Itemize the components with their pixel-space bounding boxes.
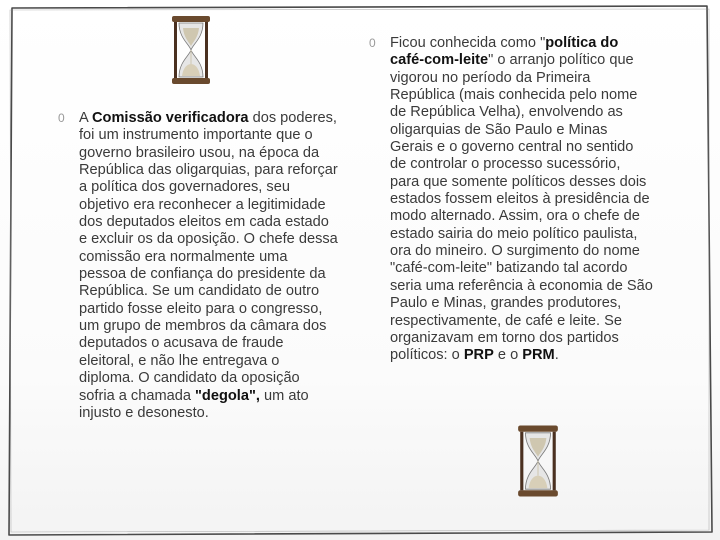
bullet-item — [369, 35, 653, 365]
paragraph-text: " o arranjo político que vigorou no período da Primeira República (mais conhecida pelo nome de República Velha), envolvendo as oligarquias de São Paulo e Minas Gerais e o governo central no sentido de controlar o processo sucessório, para que somente políticos desses dois estados fossem eleitos à presidência de modo alternado. Assim, ora o chefe de estado sairia do meio político paulista, ora do mineiro. O surgimento do nome "café-com-leite" batizando tal acordo seria uma referência à economia de São Paulo e Minas, grandes produtores, respectivamente, de café e leite. Se organizavam em torno dos partidos políticos: o — [390, 52, 653, 364]
left-text-block — [58, 110, 338, 422]
paragraph-text: e o — [493, 347, 523, 364]
hourglass-icon — [515, 423, 561, 499]
bold-term: PRM — [522, 347, 555, 364]
paragraph-text: Ficou conhecida como " — [390, 35, 546, 51]
bullet-marker: 0 — [369, 36, 376, 50]
bold-term: PRP — [463, 347, 494, 364]
comissao-verificadora-paragraph — [79, 110, 338, 422]
hourglass-icon — [169, 14, 213, 86]
bold-term: Comissão verificadora — [91, 110, 249, 126]
cafe-com-leite-paragraph — [390, 35, 653, 365]
right-text-block — [369, 35, 653, 365]
paragraph-text: dos poderes, foi um instrumento importante que o governo brasileiro usou, na época da República das oligarquias, para reforçar a política dos governadores, seu objetivo era reconhecer a legitimidade dos deputados eleitos em cada estado e excluir os da oposição. O chefe dessa comissão era normalmente uma pessoa de confiança do presidente da República. Se um candidato de outro partido fosse eleito para o congresso, um grupo de membros da câmara dos deputados o acusava de fraude eleitoral, e não lhe entregava o diploma. O candidato da oposição sofria a chamada — [79, 110, 338, 404]
paragraph-text: um ato injusto e desonesto. — [79, 387, 309, 421]
paragraph-text: A — [79, 110, 92, 126]
bold-term: política do café-com-leite — [390, 35, 619, 69]
bold-term: "degola", — [195, 387, 260, 404]
bullet-marker: 0 — [58, 111, 65, 125]
paragraph-text: . — [554, 347, 559, 364]
bullet-item — [58, 110, 338, 422]
